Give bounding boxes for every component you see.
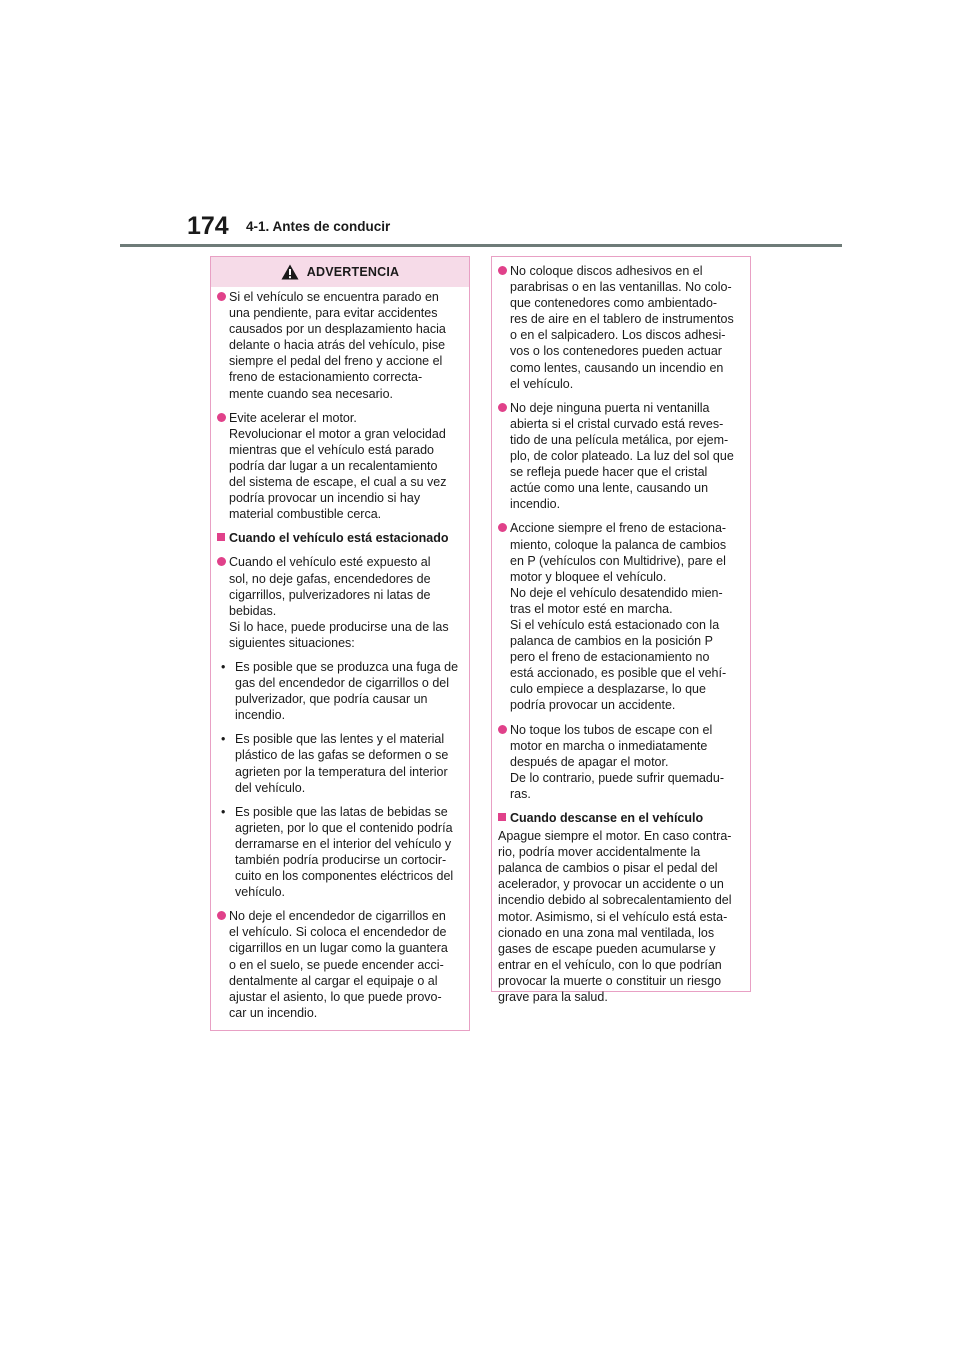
bullet-text: Cuando el vehículo esté expuesto al sol, no deje gafas, encendedores de cigarrillos, pulverizadores ni latas de bebidas. Si lo hace, puede producirse una de las siguientes situaciones: [229, 555, 449, 650]
bullet-item [498, 520, 742, 713]
bullet-item [217, 410, 461, 523]
sub-bullet-icon: • [221, 732, 226, 747]
sub-item [217, 659, 461, 723]
bullet-item [498, 263, 742, 392]
subsection-heading [498, 810, 742, 826]
header-rule [120, 244, 842, 247]
sub-bullet-icon: • [221, 659, 226, 674]
pink-dot-icon [217, 292, 226, 301]
pink-dot-icon [498, 266, 507, 275]
bullet-text: No toque los tubos de escape con el motor en marcha o inmediatamente después de apagar el motor. De lo contrario, puede sufrir quemadu- ras. [510, 722, 725, 801]
sub-item [217, 804, 461, 901]
section-title: 4-1. Antes de conducir [246, 219, 391, 234]
heading-text: Cuando el vehículo está estacionado [229, 531, 449, 546]
pink-dot-icon [498, 523, 507, 532]
page-number: 174 [187, 212, 229, 240]
sub-item-text: Es posible que las latas de bebidas se agrieten, por lo que el contenido podría derramarse en el interior del vehículo y también podría producirse un cortocir- cuito en los componentes eléctricos del vehículo. [235, 804, 454, 900]
bullet-text: Si el vehículo se encuentra parado en una pendiente, para evitar accidentes causados por un desplazamiento hacia delante o hacia atrás del vehículo, pise siempre el pedal del freno y accione el freno de estacionamiento correcta- mente cuando sea necesario. [229, 290, 446, 401]
heading-text: Cuando descanse en el vehículo [510, 811, 704, 825]
warning-box-right [491, 256, 751, 1005]
bullet-item [217, 908, 461, 1021]
subsection-heading [217, 530, 461, 546]
body-paragraph [498, 828, 742, 1005]
warning-title: ADVERTENCIA [306, 265, 400, 279]
pink-dot-icon [498, 725, 507, 734]
pink-dot-icon [217, 911, 226, 920]
bullet-text: No deje el encendedor de cigarrillos en el vehículo. Si coloca el encendedor de cigarrillos en un lugar como la guantera o en el suelo, se puede encender acci- dentalmente al cargar el equipaje o al ajustar el asiento, lo que puede provo- car un incendio. [229, 909, 448, 1020]
pink-dot-icon [217, 557, 226, 566]
right-column-content [492, 257, 750, 1005]
pink-dot-icon [217, 413, 226, 422]
pink-square-icon [498, 813, 506, 821]
warning-triangle-icon [281, 264, 299, 280]
paragraph-text: Apague siempre el motor. En caso contra- rio, podría mover accidentalmente la palanca de cambios o pisar el pedal del acelerador, y provocar un accidente o un incendio debido al sobrecalentamiento del motor. Asimismo, si el vehículo está esta- cionado en una zona mal ventilada, los gases de escape pueden acumularse y entrar en el vehículo, con lo que podrían provocar la muerte o constituir un riesgo grave para la salud. [498, 829, 732, 1005]
bullet-text: No coloque discos adhesivos en el parabrisas o en las ventanillas. No colo- que contenedores como ambientado- res de aire en el tablero de instrumentos o en el salpicadero. Los discos adhesi- vos o los contenedores pueden actuar como lentes, causando un incendio en el vehículo. [510, 264, 734, 391]
bullet-text: Evite acelerar el motor. Revolucionar el motor a gran velocidad mientras que el vehículo está parado podría dar lugar a un recalentamiento del sistema de escape, el cual a su vez podría provocar un incendio si hay material combustible cerca. [229, 410, 447, 522]
pink-square-icon [217, 533, 225, 541]
left-column-content [211, 287, 469, 1021]
sub-item-text: Es posible que las lentes y el material plástico de las gafas se deformen o se agrieten por la temperatura del interior del vehículo. [235, 732, 449, 795]
sub-item [217, 731, 461, 795]
bullet-item [217, 554, 461, 651]
bullet-text: No deje ninguna puerta ni ventanilla abierta si el cristal curvado está reves- tido de una película metálica, por ejem- plo, de color plateado. La luz del sol que se refleja puede hacer que el cristal actúe como una lente, causando un incendio. [510, 400, 734, 512]
sub-item-text: Es posible que se produzca una fuga de gas del encendedor de cigarrillos o del pulverizador, que podría causar un incendio. [235, 659, 459, 723]
bullet-item [217, 289, 461, 402]
bullet-text: Accione siempre el freno de estaciona- miento, coloque la palanca de cambios en P (vehículos con Multidrive), pare el motor y bloquee el vehículo. No deje el vehículo desatendido mien- tras el motor esté en marcha. Si el vehículo está estacionado con la palanca de cambios en la posición P pero el freno de estacionamiento no está accionado, es posible que el vehí- culo empiece a desplazarse, lo que podría provocar un accidente. [510, 521, 727, 713]
warning-header [211, 257, 469, 287]
sub-bullet-icon: • [221, 804, 226, 819]
bullet-item [498, 722, 742, 802]
pink-dot-icon [498, 403, 507, 412]
warning-box-left [210, 256, 470, 1031]
bullet-item [498, 400, 742, 513]
